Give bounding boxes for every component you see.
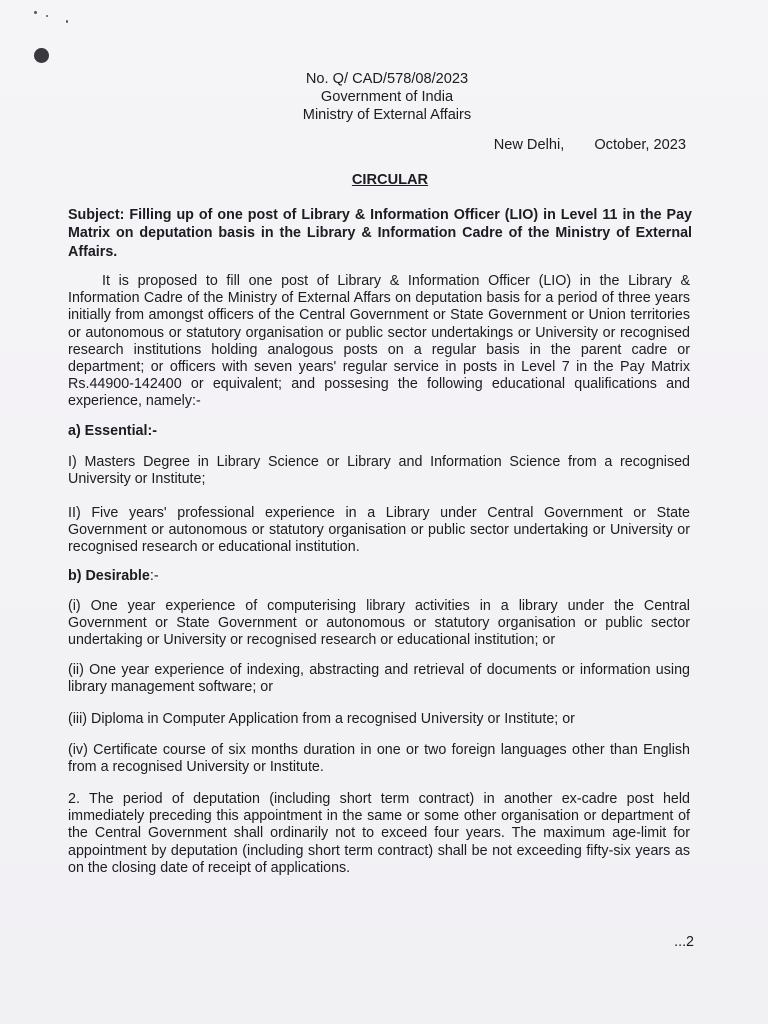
reference-number: No. Q/ CAD/578/08/2023 (305, 71, 469, 87)
date: October, 2023 (594, 137, 686, 153)
desirable-item-4: (iv) Certificate course of six months duration in one or two foreign languages other than English from a recognised University or Institute. (68, 742, 690, 776)
page-continuation: ...2 (674, 934, 694, 950)
place: New Delhi, (493, 137, 565, 153)
subject-line: Subject: Filling up of one post of Library & Information Officer (LIO) in Level 11 in the Pay Matrix on deputation basis in the Library & Information Cadre of the Ministry of External Affairs. (68, 207, 692, 260)
scan-speck (66, 20, 68, 23)
desirable-item-3: (iii) Diploma in Computer Application from a recognised University or Institute; or (68, 711, 575, 727)
essential-heading: a) Essential:- (68, 423, 157, 439)
desirable-heading-bold: b) Desirable (68, 568, 150, 584)
paragraph-2: 2. The period of deputation (including short term contract) in another ex-cadre post held immediately preceding this appointment in the same or some other organisation or department of the Central Government shall ordinarily not to exceed four years. The maximum age-limit for appointment by deputation (including short term contract) shall be not exceeding fifty-six years as on the closing date of receipt of applications. (68, 791, 690, 876)
essential-item-2: II) Five years' professional experience in a Library under Central Government or State Government or autonomous or statutory organisation or public sector undertaking or University or recognised research or educational institution. (68, 505, 690, 556)
scan-speck (34, 11, 37, 14)
punch-hole (34, 48, 49, 63)
place-date-line (494, 137, 686, 153)
scan-speck (46, 15, 48, 17)
desirable-heading (68, 568, 690, 585)
essential-item-1: I) Masters Degree in Library Science or Library and Information Science from a recognised University or Institute; (68, 454, 690, 488)
desirable-item-2: (ii) One year experience of indexing, abstracting and retrieval of documents or information using library management software; or (68, 662, 690, 696)
desirable-item-1: (i) One year experience of computerising library activities in a library under the Central Government or State Government or autonomous or statutory organisation or public sector undertaking or University or recognised research or educational institution; or (68, 598, 690, 649)
government-name: Government of India (320, 89, 454, 105)
document-title: CIRCULAR (351, 172, 429, 188)
desirable-heading-suffix: :- (149, 568, 159, 584)
intro-paragraph: It is proposed to fill one post of Library & Information Officer (LIO) in the Library & Information Cadre of the Ministry of External Affars on deputation basis for a period of three years initially from amongst officers of the Central Government or State Government or Union territories or autonomous or statutory organisation or public sector undertakings or University or recognised research institutions holding analogous posts on a regular basis in the parent cadre or department; or officers with seven years' regular service in posts in Level 7 in the Pay Matrix Rs.44900-142400 or equivalent; and possesing the following educational qualifications and experience, namely:- (68, 273, 690, 410)
ministry-name: Ministry of External Affairs (302, 107, 472, 123)
letter-header (0, 70, 768, 124)
